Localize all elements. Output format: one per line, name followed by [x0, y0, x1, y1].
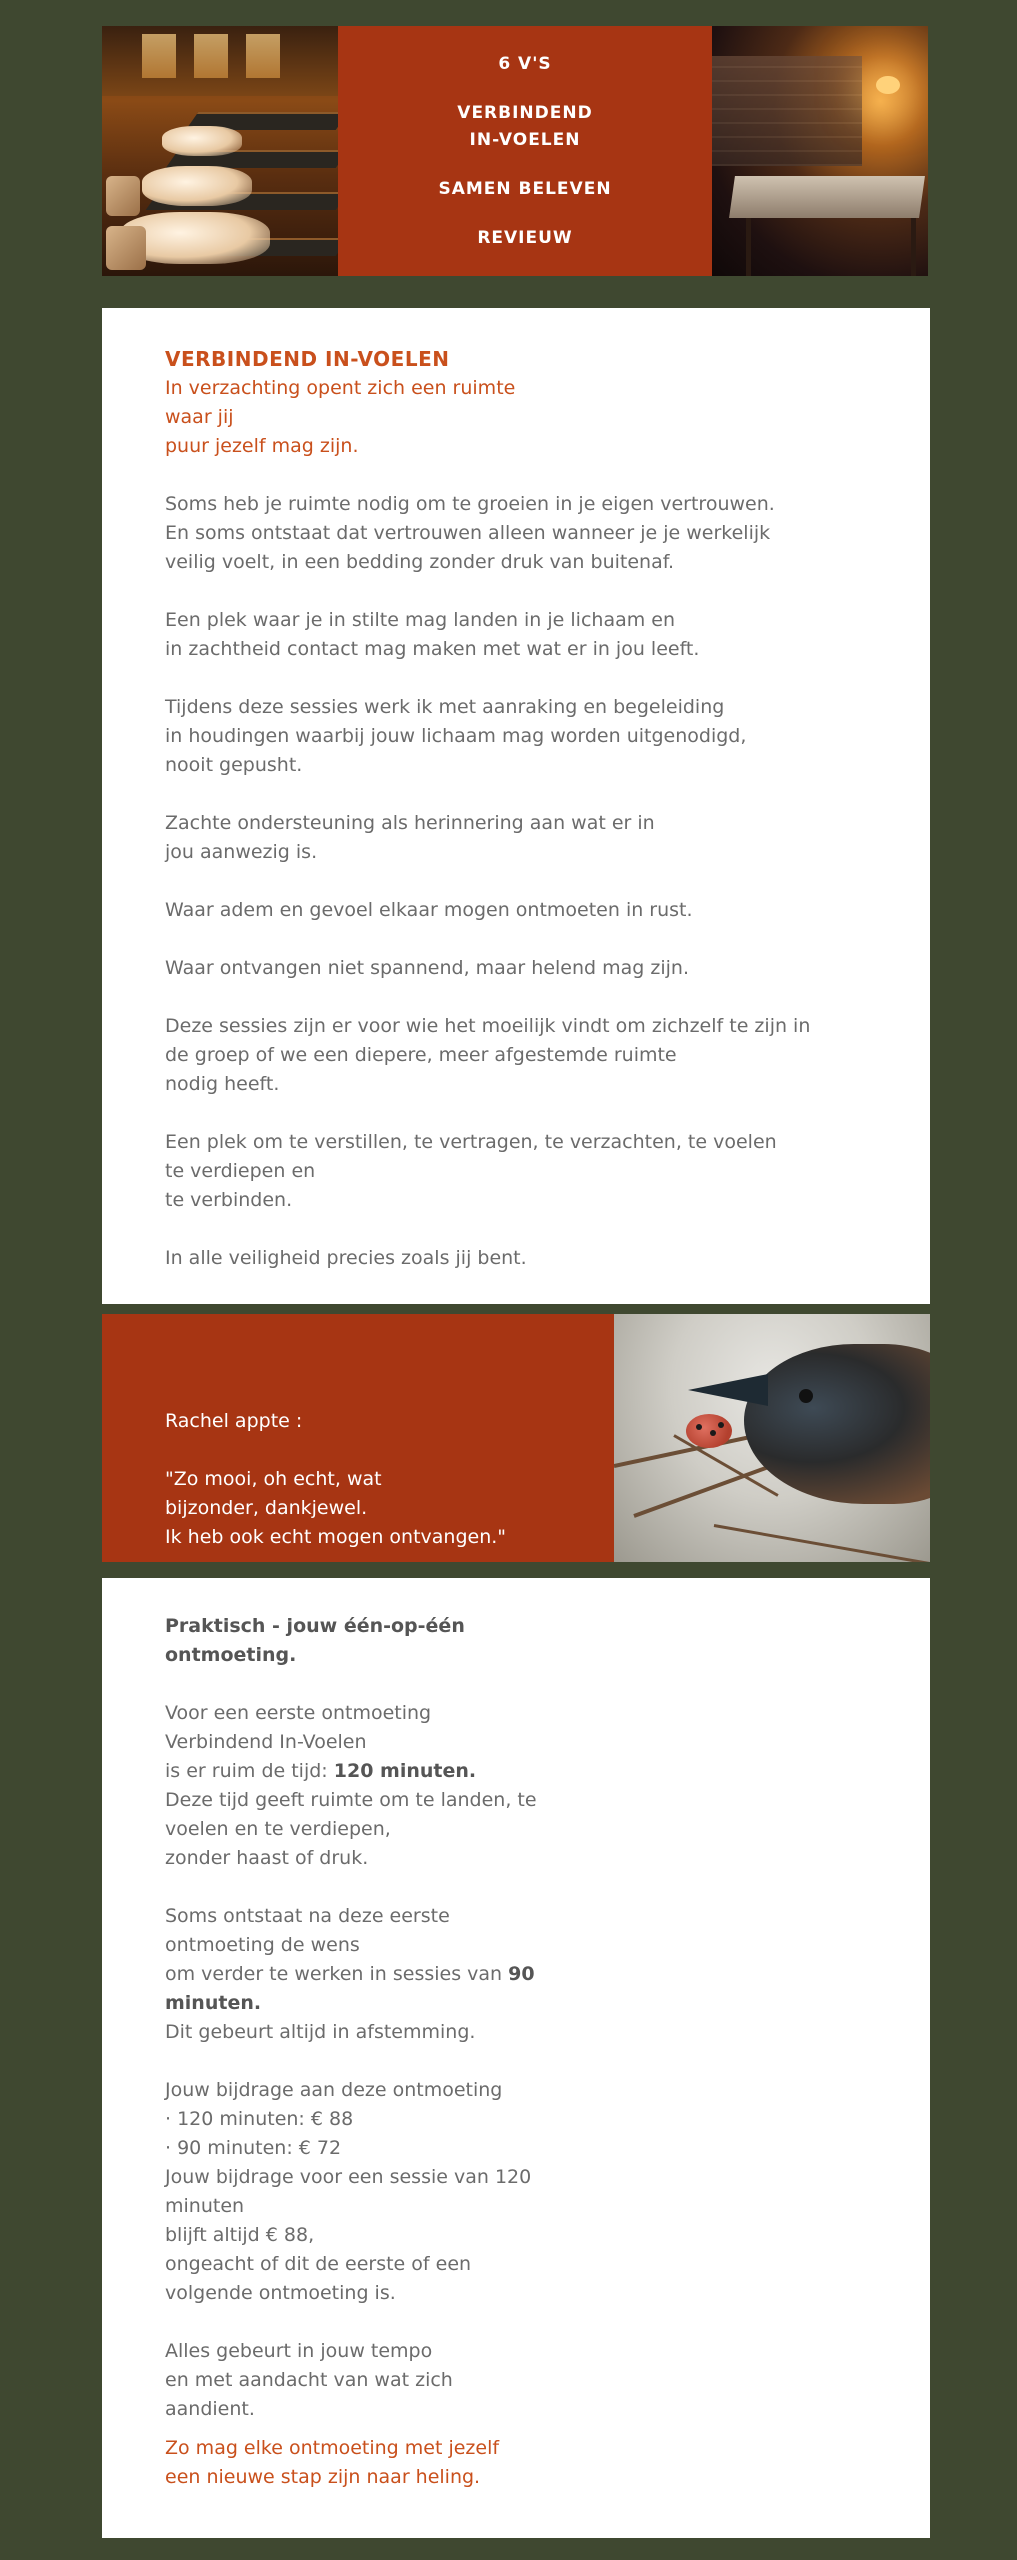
menu-item-samen-beleven[interactable]: SAMEN BELEVEN: [438, 178, 612, 199]
closing-line: Zo mag elke ontmoeting met jezelf een nieuwe stap zijn naar heling.: [165, 2437, 500, 2488]
studio-photo-left: [102, 26, 338, 276]
section-lede: In verzachting opent zich een ruimte waar jij puur jezelf mag zijn.: [165, 377, 516, 457]
paragraph: Waar ontvangen niet spannend, maar helend mag zijn.: [165, 957, 689, 979]
menu-item-verbindend-in-voelen[interactable]: VERBINDEND IN-VOELEN: [457, 102, 593, 150]
paragraph: In alle veiligheid precies zoals jij bent.: [165, 1247, 527, 1269]
paragraph: Een plek om te verstillen, te vertragen, te verzachten, te voelen te verdiepen en te verbinden.: [165, 1131, 777, 1211]
paragraph: Soms heb je ruimte nodig om te groeien in je eigen vertrouwen. En soms ontstaat dat vertrouwen alleen wanneer je je werkelijk veilig voelt, in een bedding zonder druk van buitenaf.: [165, 493, 775, 573]
paragraph: Voor een eerste ontmoeting Verbindend In-Voelen is er ruim de tijd: 120 minuten. Deze tijd geeft ruimte om te landen, te voelen en te verdiepen, zonder haast of druk.: [165, 1702, 537, 1869]
intro-card: [102, 308, 930, 1304]
paragraph: Waar adem en gevoel elkaar mogen ontmoeten in rust.: [165, 899, 693, 921]
paragraph: Deze sessies zijn er voor wie het moeilijk vindt om zichzelf te zijn in de groep of we een diepere, meer afgestemde ruimte nodig heeft.: [165, 1015, 811, 1095]
practical-title: Praktisch - jouw één-op-één ontmoeting.: [165, 1615, 465, 1666]
testimonial-band: [102, 1314, 930, 1562]
menu-item-rieuw[interactable]: REVIEUW: [477, 227, 573, 248]
paragraph: Tijdens deze sessies werk ik met aanraking en begeleiding in houdingen waarbij jouw lichaam mag worden uitgenodigd, nooit gepusht.: [165, 696, 747, 776]
testimonial-text-block: [102, 1314, 614, 1562]
price-info: Jouw bijdrage aan deze ontmoeting · 120 minuten: € 88 · 90 minuten: € 72 Jouw bijdrage voor een sessie van 120 minuten blijft altijd € 88, ongeacht of dit de eerste of een volgende ontmoeting is.: [165, 2079, 532, 2304]
testimonial-author: Rachel appte :: [165, 1410, 303, 1432]
paragraph: Soms ontstaat na deze eerste ontmoeting de wens om verder te werken in sessies van 90 minuten. Dit gebeurt altijd in afstemming.: [165, 1905, 535, 2043]
paragraph: Zachte ondersteuning als herinnering aan wat er in jou aanwezig is.: [165, 812, 655, 863]
menu-item-6vs[interactable]: 6 V'S: [498, 53, 552, 74]
main-menu: [338, 26, 712, 276]
bird-photo: [614, 1314, 930, 1562]
practical-card: [102, 1578, 930, 2538]
massage-room-photo: [712, 26, 928, 276]
section-heading: VERBINDEND IN-VOELEN: [165, 347, 450, 371]
paragraph: Een plek waar je in stilte mag landen in je lichaam en in zachtheid contact mag maken met wat er in jou leeft.: [165, 609, 700, 660]
header-banner: [102, 26, 928, 276]
testimonial-quote: "Zo mooi, oh echt, wat bijzonder, dankjewel. Ik heb ook echt mogen ontvangen.": [165, 1468, 507, 1548]
paragraph: Alles gebeurt in jouw tempo en met aandacht van wat zich aandient.: [165, 2340, 453, 2420]
